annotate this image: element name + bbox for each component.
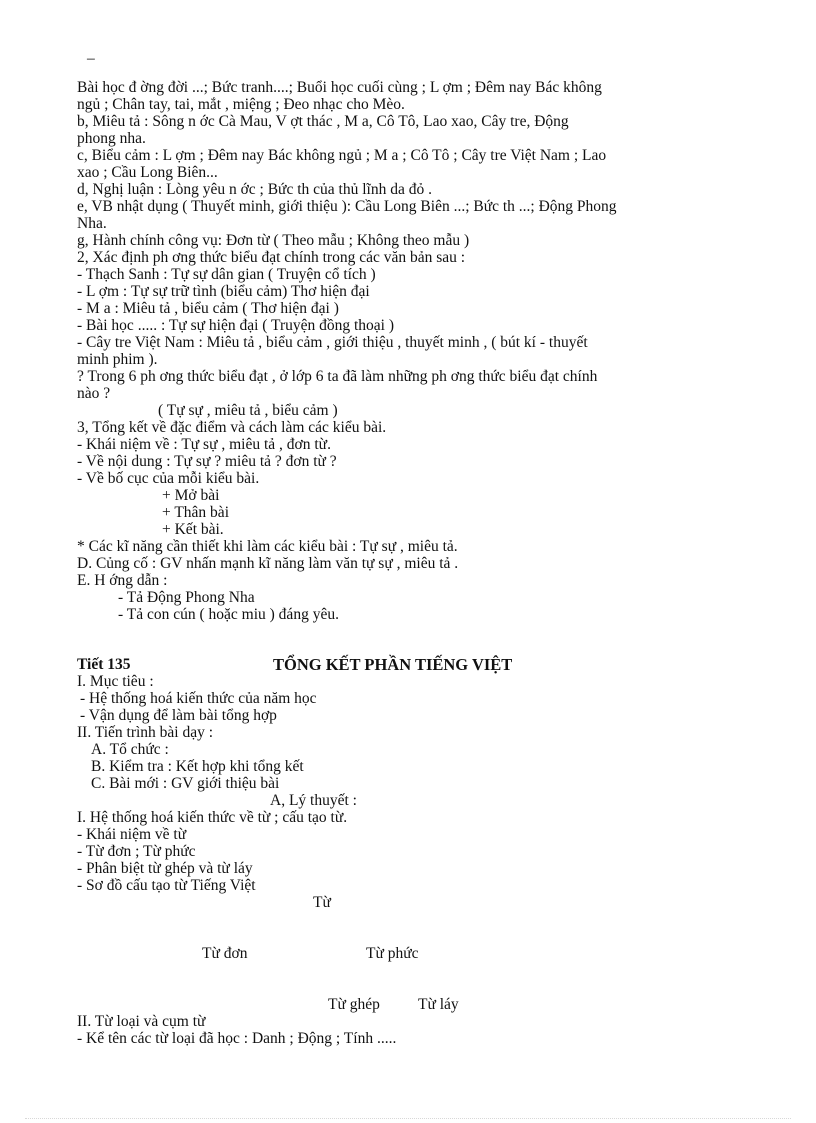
diagram-root-node: Từ [313, 894, 331, 911]
text-line: - M a : Miêu tả , biểu cảm ( Thơ hiện đại ) [77, 300, 339, 317]
text-line: - Hệ thống hoá kiến thức của năm học [80, 690, 317, 707]
text-line: II. Tiến trình bài dạy : [77, 724, 214, 741]
text-line: - L ợm : Tự sự trữ tình (biểu cảm) Thơ hiện đại [77, 283, 370, 300]
text-line: - Khái niệm về từ [77, 826, 187, 843]
text-line: - Vận dụng để làm bài tổng hợp [80, 707, 277, 724]
text-line: - Sơ đồ cấu tạo từ Tiếng Việt [77, 877, 256, 894]
text-line: ngủ ; Chân tay, tai, mắt , miệng ; Đeo nhạc cho Mèo. [77, 96, 405, 113]
lesson-period: Tiết 135 [77, 656, 131, 673]
text-line: d, Nghị luận : Lòng yêu n ớc ; Bức th của thủ lĩnh da đỏ . [77, 181, 432, 198]
text-line: II. Từ loại và cụm từ [77, 1013, 206, 1030]
text-line: ? Trong 6 ph ơng thức biểu đạt , ở lớp 6 ta đã làm những ph ơng thức biểu đạt chính [77, 368, 598, 385]
text-line: b, Miêu tả : Sông n ớc Cà Mau, V ợt thác , M a, Cô Tô, Lao xao, Cây tre, Động [77, 113, 569, 130]
text-line: 3, Tổng kết về đặc điểm và cách làm các kiểu bài. [77, 419, 387, 436]
text-line: - Khái niệm về : Tự sự , miêu tả , đơn từ. [77, 436, 331, 453]
text-line: xao ; Cầu Long Biên... [77, 164, 218, 181]
diagram-reduplicative-word-node: Từ láy [418, 996, 459, 1013]
text-line: C. Bài mới : GV giới thiệu bài [91, 775, 280, 792]
diagram-compound-word-node: Từ ghép [328, 996, 380, 1013]
top-mark: – [87, 50, 95, 67]
text-line: - Tả con cún ( hoặc miu ) đáng yêu. [118, 606, 339, 623]
text-line: A, Lý thuyết : [270, 792, 357, 809]
text-line: + Mở bài [162, 487, 220, 504]
text-line: - Từ đơn ; Từ phức [77, 843, 196, 860]
text-line: E. H ớng dẫn : [77, 572, 168, 589]
page-bottom-divider [25, 1118, 791, 1119]
text-line: A. Tổ chức : [91, 741, 169, 758]
text-line: B. Kiểm tra : Kết hợp khi tổng kết [91, 758, 304, 775]
text-line: I. Mục tiêu : [77, 673, 154, 690]
diagram-complex-word-node: Từ phức [366, 945, 419, 962]
text-line: nào ? [77, 385, 111, 402]
text-line: 2, Xác định ph ơng thức biểu đạt chính trong các văn bản sau : [77, 249, 466, 266]
text-line: - Thạch Sanh : Tự sự dân gian ( Truyện cổ tích ) [77, 266, 376, 283]
text-line: - Về bố cục của mỗi kiểu bài. [77, 470, 260, 487]
text-line: ( Tự sự , miêu tả , biểu cảm ) [158, 402, 338, 419]
text-line: Nha. [77, 215, 107, 232]
text-line: c, Biểu cảm : L ợm ; Đêm nay Bác không ngủ ; M a ; Cô Tô ; Cây tre Việt Nam ; Lao [77, 147, 607, 164]
text-line: phong nha. [77, 130, 146, 147]
text-line: Bài học đ ờng đời ...; Bức tranh....; Buổi học cuối cùng ; L ợm ; Đêm nay Bác không [77, 79, 602, 96]
text-line: - Bài học ..... : Tự sự hiện đại ( Truyện đồng thoại ) [77, 317, 395, 334]
text-line: g, Hành chính công vụ: Đơn từ ( Theo mẫu ; Không theo mẫu ) [77, 232, 470, 249]
text-line: e, VB nhật dụng ( Thuyết minh, giới thiệu ): Cầu Long Biên ...; Bức th ...; Động Phong [77, 198, 617, 215]
text-line: * Các kĩ năng cần thiết khi làm các kiểu bài : Tự sự , miêu tả. [77, 538, 458, 555]
text-line: - Kể tên các từ loại đã học : Danh ; Động ; Tính ..... [77, 1030, 397, 1047]
text-line: - Tả Động Phong Nha [118, 589, 255, 606]
text-line: + Kết bài. [162, 521, 224, 538]
text-line: I. Hệ thống hoá kiến thức về từ ; cấu tạo từ. [77, 809, 348, 826]
text-line: D. Củng cố : GV nhấn mạnh kĩ năng làm văn tự sự , miêu tả . [77, 555, 459, 572]
text-line: minh phim ). [77, 351, 158, 368]
diagram-simple-word-node: Từ đơn [202, 945, 248, 962]
text-line: - Phân biệt từ ghép và từ láy [77, 860, 253, 877]
text-line: - Về nội dung : Tự sự ? miêu tả ? đơn từ ? [77, 453, 337, 470]
page-title: TỔNG KẾT PHẦN TIẾNG VIỆT [273, 655, 513, 674]
text-line: - Cây tre Việt Nam : Miêu tả , biểu cảm , giới thiệu , thuyết minh , ( bút kí - thuyết [77, 334, 588, 351]
text-line: + Thân bài [162, 504, 229, 521]
